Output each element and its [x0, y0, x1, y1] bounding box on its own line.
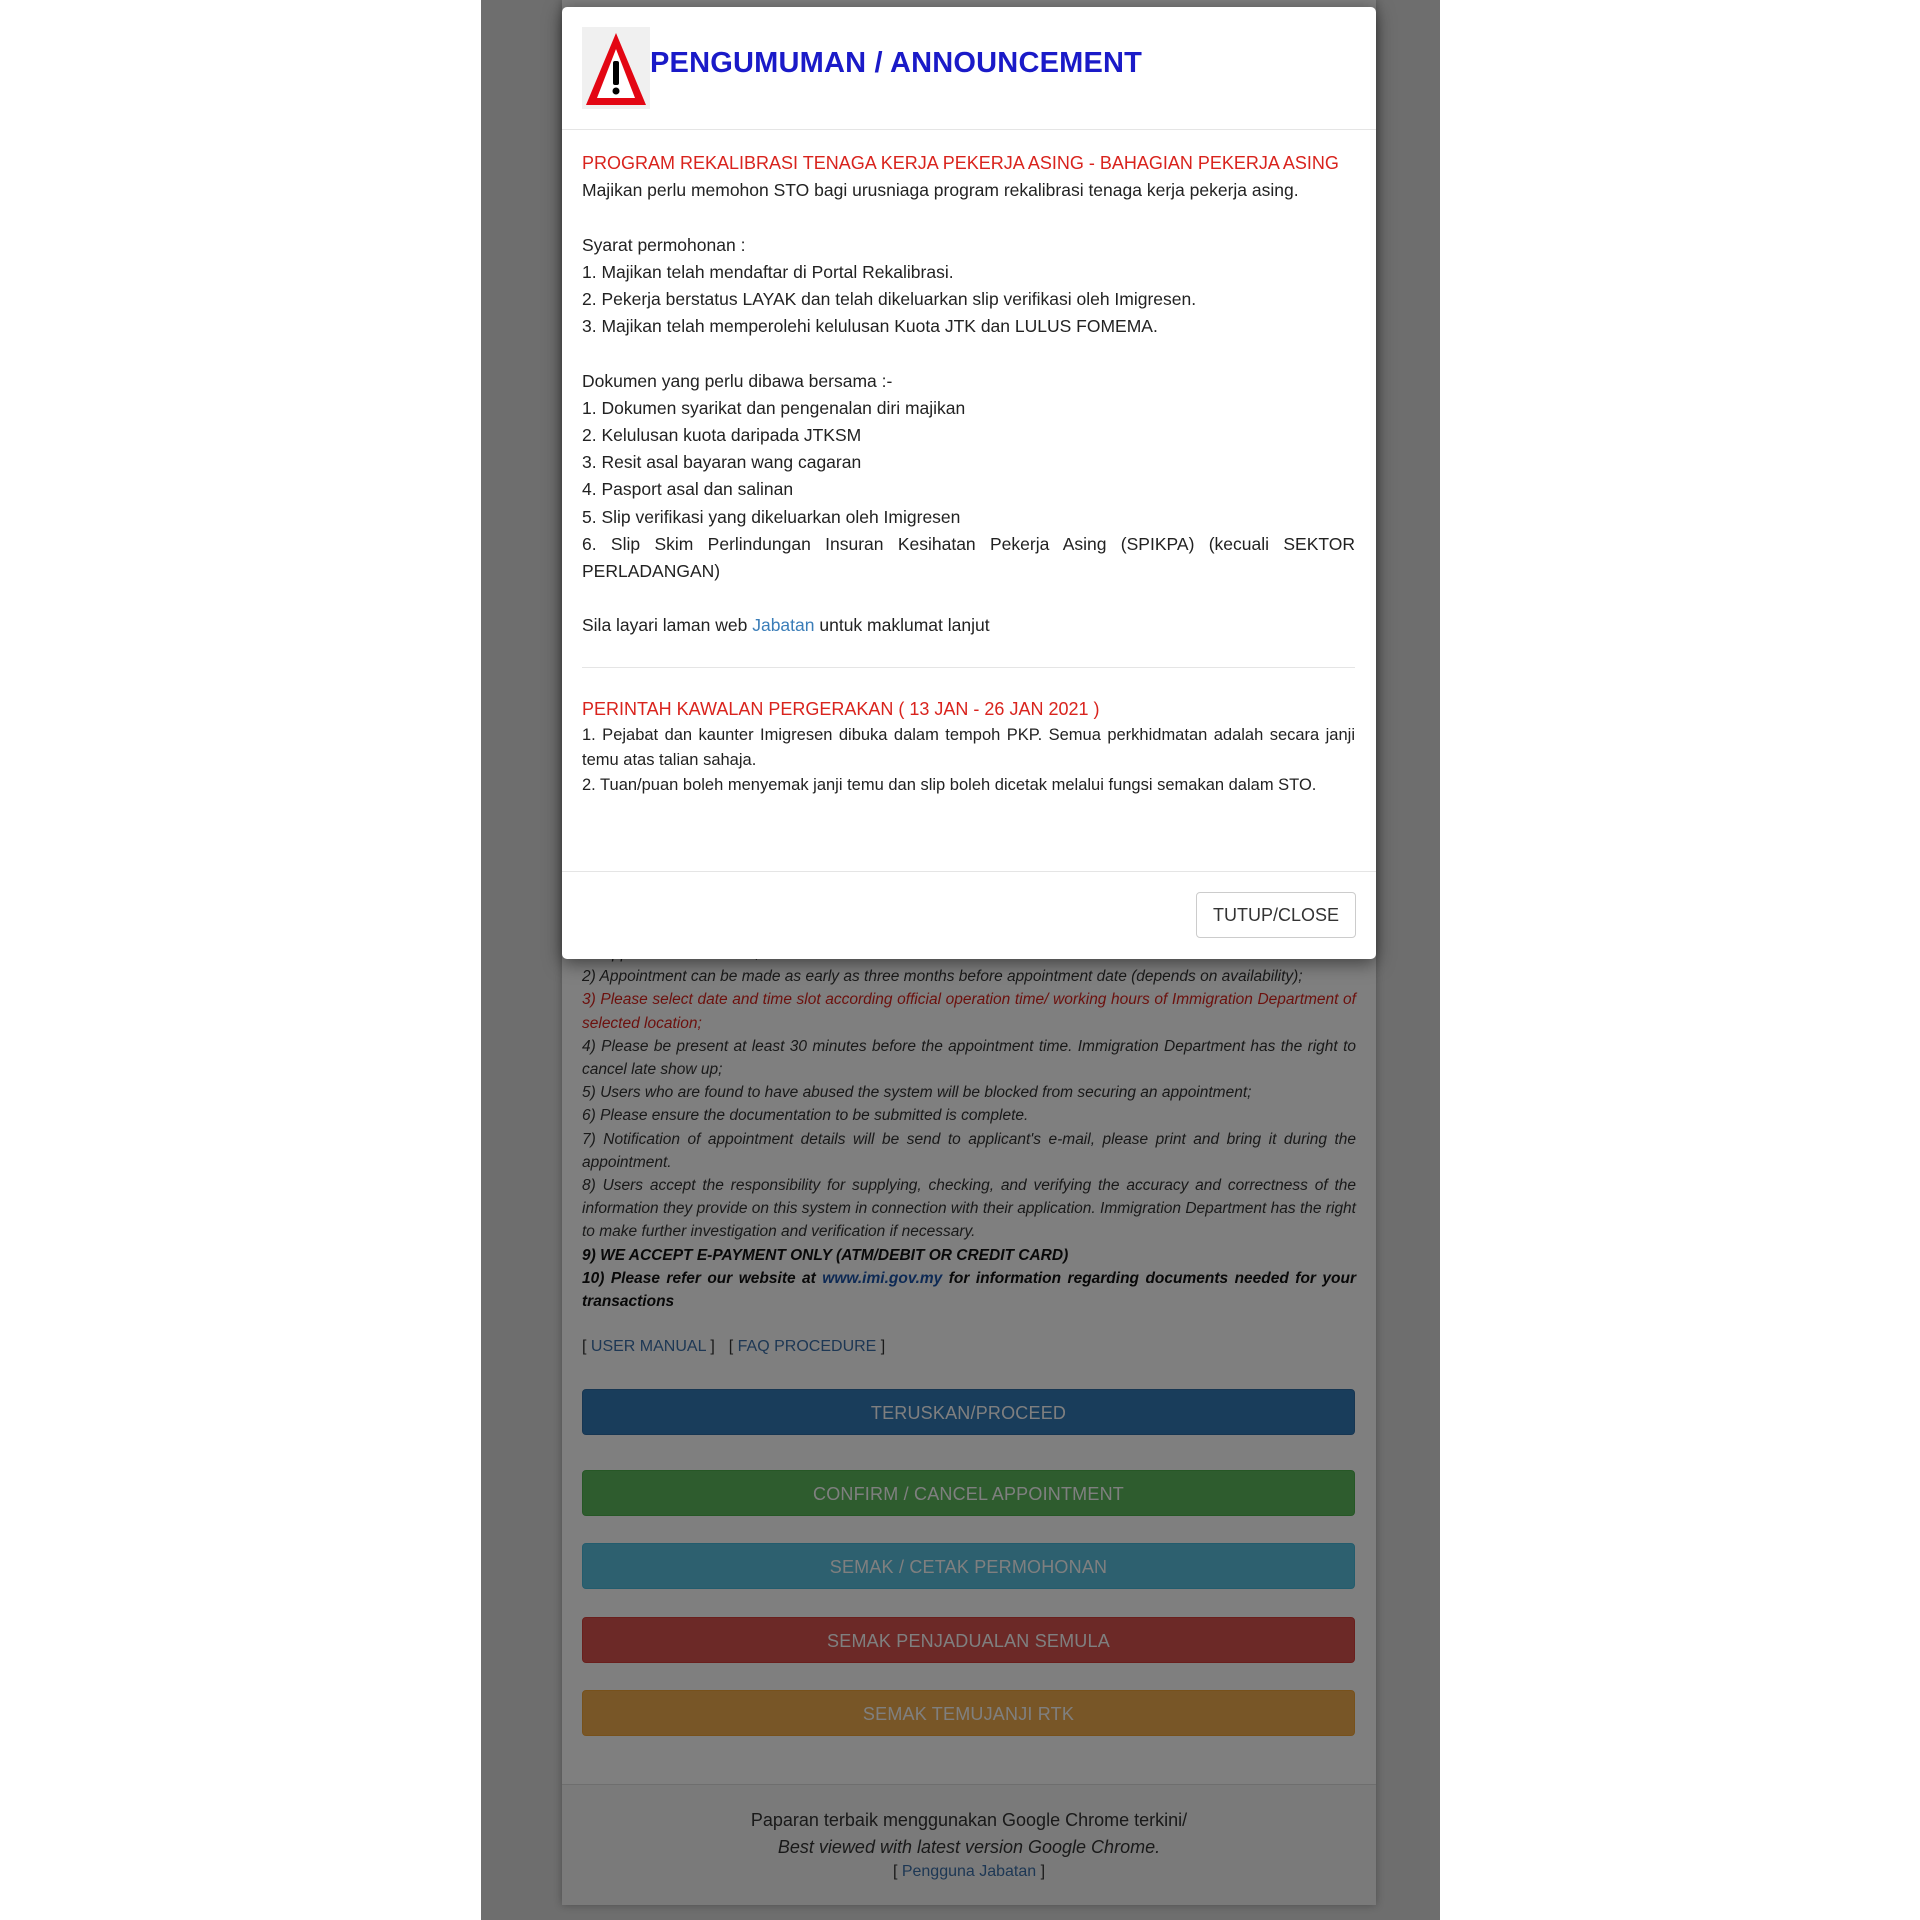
modal-footer [562, 871, 1376, 959]
rekalibrasi-section-title: PROGRAM REKALIBRASI TENAGA KERJA PEKERJA ASING - BAHAGIAN PEKERJA ASING [582, 153, 1339, 173]
announcement-modal [562, 7, 1376, 959]
pkp-section-title: PERINTAH KAWALAN PERGERAKAN ( 13 JAN - 26 JAN 2021 ) [582, 698, 1100, 719]
jabatan-link[interactable]: Jabatan [752, 615, 815, 636]
requirement-item: 3. Majikan telah memperolehi kelulusan Kuota JTK dan LULUS FOMEMA. [582, 316, 1158, 337]
modal-body [582, 150, 1355, 798]
modal-title: PENGUMUMAN / ANNOUNCEMENT [650, 47, 1143, 79]
pkp-item: 2. Tuan/puan boleh menyemak janji temu dan slip boleh dicetak melalui fungsi semakan dalam STO. [582, 775, 1317, 794]
close-button[interactable]: TUTUP/CLOSE [1196, 892, 1356, 938]
document-item: 4. Pasport asal dan salinan [582, 479, 794, 500]
document-item: 5. Slip verifikasi yang dikeluarkan oleh Imigresen [582, 506, 961, 527]
warning-triangle-icon [582, 27, 650, 109]
more-info-line: Sila layari laman web Jabatan untuk maklumat lanjut [582, 615, 990, 636]
document-item: 2. Kelulusan kuota daripada JTKSM [582, 425, 862, 445]
document-item: 3. Resit asal bayaran wang cagaran [582, 452, 862, 473]
requirement-item: 1. Majikan telah mendaftar di Portal Rekalibrasi. [582, 261, 954, 282]
document-item: 1. Dokumen syarikat dan pengenalan diri majikan [582, 397, 966, 418]
modal-header [562, 7, 1376, 130]
requirement-item: 2. Pekerja berstatus LAYAK dan telah dikeluarkan slip verifikasi oleh Imigresen. [582, 289, 1197, 309]
requirements-heading: Syarat permohonan : [582, 234, 746, 255]
rekalibrasi-intro: Majikan perlu memohon STO bagi urusniaga program rekalibrasi tenaga kerja pekerja asing. [582, 180, 1299, 201]
pkp-item: 1. Pejabat dan kaunter Imigresen dibuka dalam tempoh PKP. Semua perkhidmatan adalah secara janji temu atas talian sahaja. [582, 725, 1355, 769]
phone-viewport [481, 0, 1440, 1920]
section-divider [582, 667, 1355, 668]
documents-heading: Dokumen yang perlu dibawa bersama :- [582, 370, 893, 391]
document-item: 6. Slip Skim Perlindungan Insuran Kesihatan Pekerja Asing (SPIKPA) (kecuali SEKTOR PERLADANGAN) [582, 533, 1355, 582]
